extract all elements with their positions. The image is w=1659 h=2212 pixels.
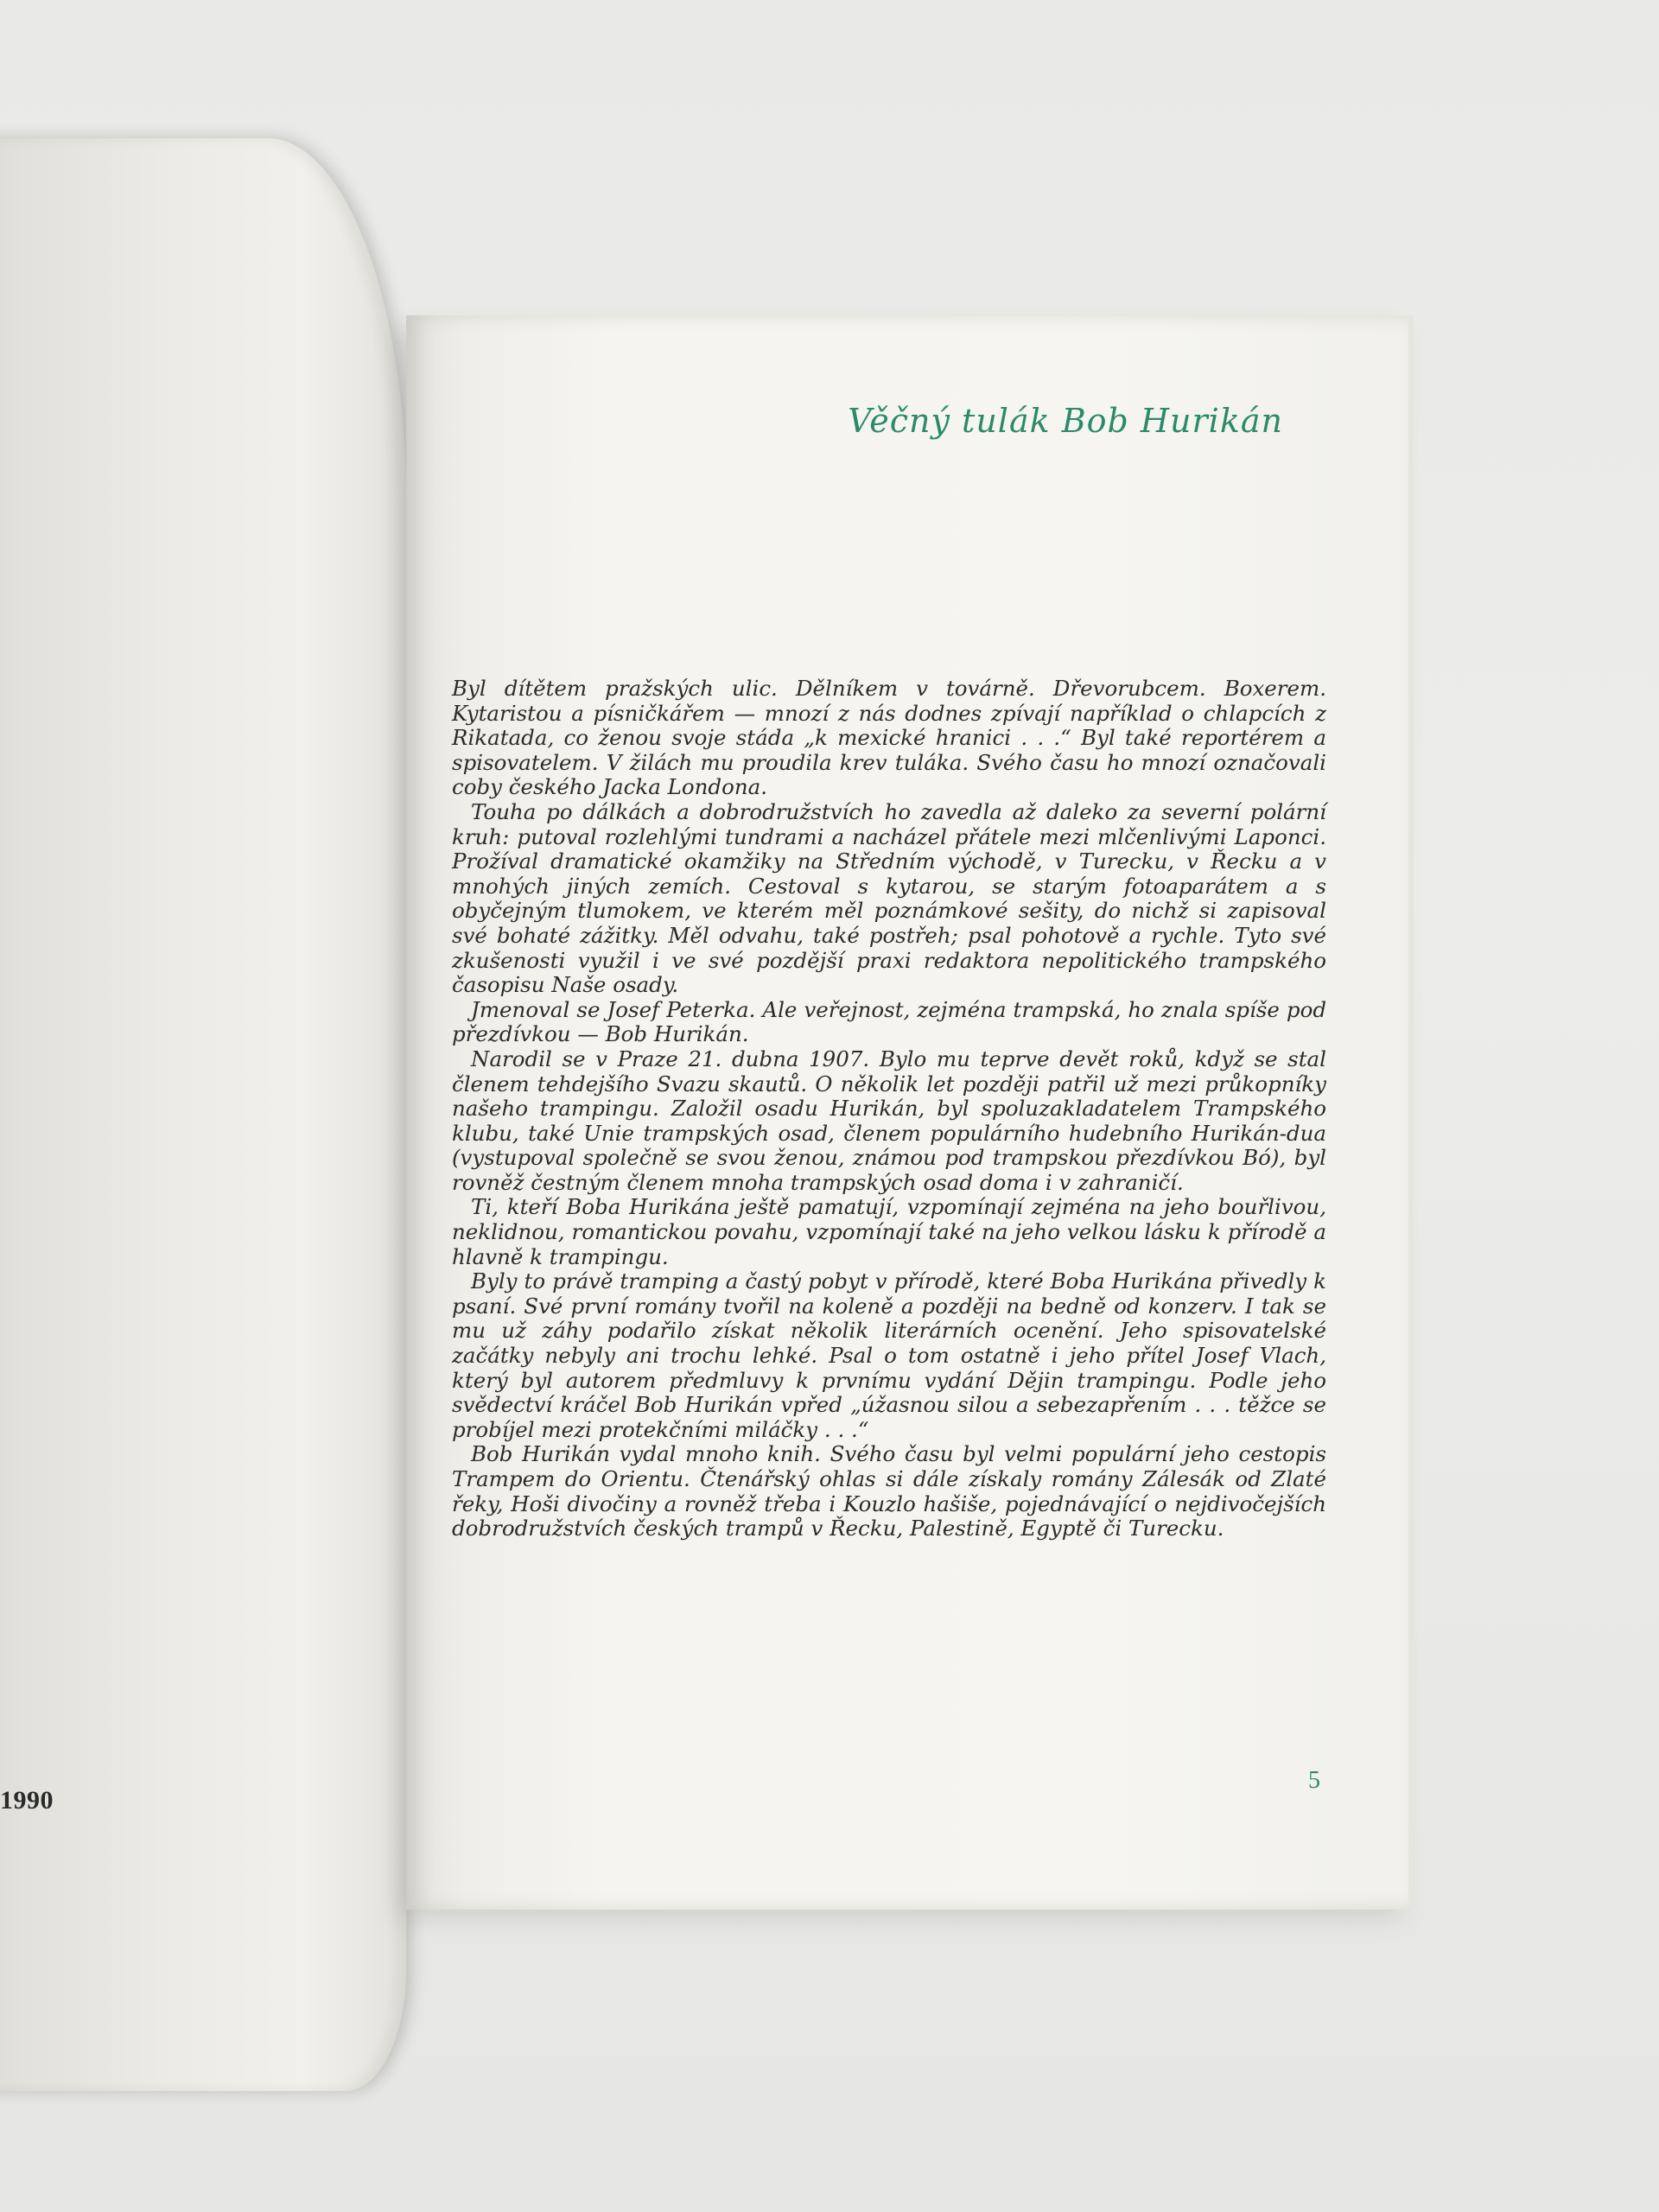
page-number: 5 <box>1308 1767 1320 1794</box>
left-page-year: 1990 <box>0 1786 54 1815</box>
paragraph-4: Narodil se v Praze 21. dubna 1907. Bylo mu teprve devět roků, když se stal členem tehdejšího Svazu skautů. O několik let později patřil už mezi průkopníky našeho trampingu. Založil osadu Hurikán, byl spoluzakladatelem Trampského klubu, také Unie trampských osad, členem populárního hudebního Hurikán-dua (vystupoval společně se svou ženou, známou pod trampskou přezdívkou Bó), byl rovněž čestným členem mnoha trampských osad doma i v zahraničí. <box>452 1046 1326 1195</box>
paragraph-3: Jmenoval se Josef Peterka. Ale veřejnost, zejména trampská, ho znala spíše pod přezdívkou — Bob Hurikán. <box>452 996 1326 1047</box>
chapter-title: Věčný tulák Bob Hurikán <box>848 402 1283 440</box>
article-body <box>452 677 1326 1541</box>
paragraph-2: Touha po dálkách a dobrodružstvích ho zavedla až daleko za severní polární kruh: putoval rozlehlými tundrami a nacházel přátele mezi mlčenlivými Laponci. Prožíval dramatické okamžiky na Středním východě, v Turecku, v Řecku a v mnohých jiných zemích. Cestoval s kytarou, se starým fotoaparátem a s obyčejným tlumokem, ve kterém měl poznámkové sešity, do nichž si zapisoval své bohaté zážitky. Měl odvahu, také postřeh; psal pohotově a rychle. Tyto své zkušenosti využil i ve své pozdější praxi redaktora nepolitického trampského časopisu Naše osady. <box>452 798 1326 998</box>
paragraph-7: Bob Hurikán vydal mnoho knih. Svého času byl velmi populární jeho cestopis Trampem do Orientu. Čtenářský ohlas si dále získaly romány Zálesák od Zlaté řeky, Hoši divočiny a rovněž třeba i Kouzlo hašiše, pojednávající o nejdivočejších dobrodružstvích českých trampů v Řecku, Palestině, Egyptě či Turecku. <box>452 1441 1326 1541</box>
paragraph-6: Byly to právě tramping a častý pobyt v přírodě, které Boba Hurikána přivedly k psaní. Své první romány tvořil na koleně a později na bedně od konzerv. I tak se mu už záhy podařilo získat několik literárních ocenění. Jeho spisovatelské začátky nebyly ani trochu lehké. Psal o tom ostatně i jeho přítel Josef Vlach, který byl autorem předmluvy k prvnímu vydání Dějin trampingu. Podle jeho svědectví kráčel Bob Hurikán vpřed „úžasnou silou a sebezapřením . . . těžce se probíjel mezi protekčními miláčky . . .“ <box>452 1268 1326 1442</box>
paragraph-1: Byl dítětem pražských ulic. Dělníkem v továrně. Dřevorubcem. Boxerem. Kytaristou a písničkářem — mnozí z nás dodnes zpívají například o chlapcích z Rikatada, co ženou svoje stáda „k mexické hranici . . .“ Byl také reportérem a spisovatelem. V žilách mu proudila krev tuláka. Svého času ho mnozí označovali coby českého Jacka Londona. <box>452 676 1326 800</box>
right-page <box>406 315 1414 1910</box>
left-page <box>0 138 406 2091</box>
paragraph-5: Ti, kteří Boba Hurikána ještě pamatují, vzpomínají zejména na jeho bouřlivou, neklidnou, romantickou povahu, vzpomínají také na jeho velkou lásku k přírodě a hlavně k trampingu. <box>452 1194 1326 1269</box>
